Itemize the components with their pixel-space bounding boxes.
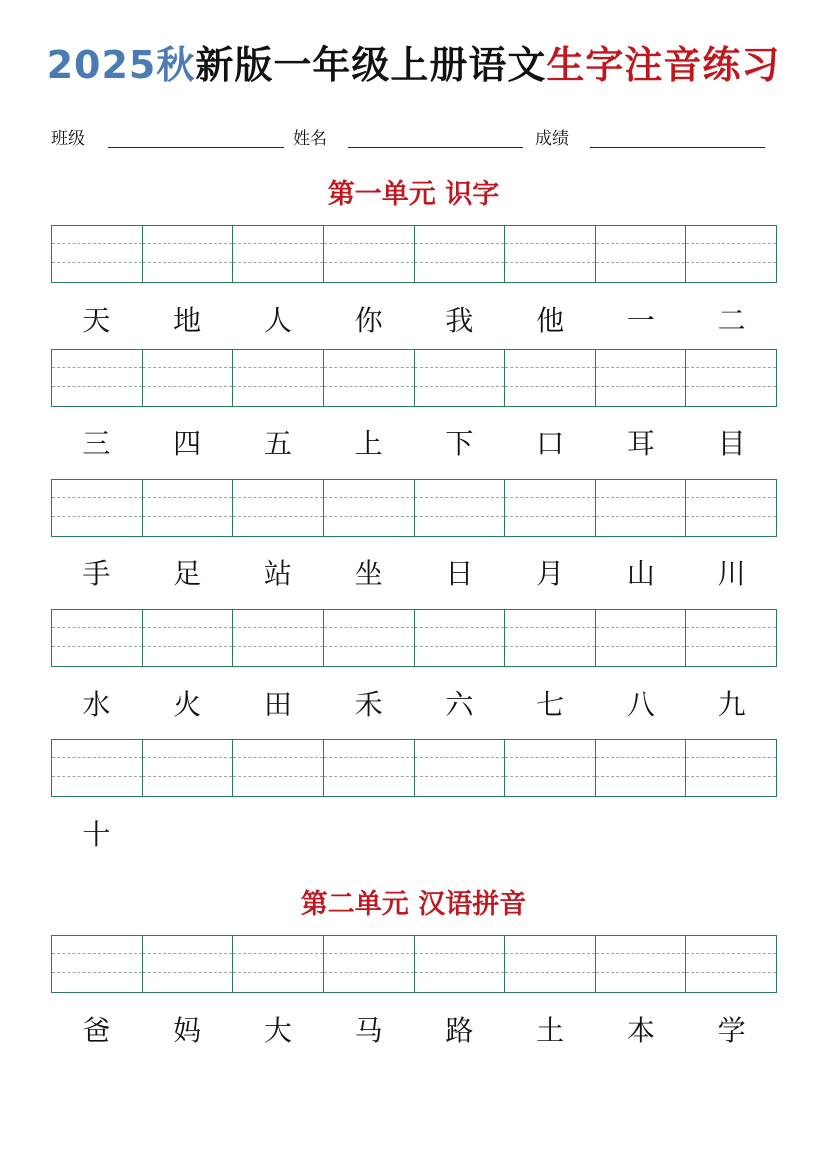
pinyin-grid-row[interactable]	[51, 225, 777, 283]
pinyin-cell[interactable]	[233, 350, 324, 406]
pinyin-cell[interactable]	[596, 350, 687, 406]
character: 水	[82, 688, 111, 721]
pinyin-cell[interactable]	[686, 350, 776, 406]
character: 口	[536, 427, 565, 460]
character: 坐	[354, 557, 383, 590]
pinyin-cell[interactable]	[596, 936, 687, 992]
name-blank[interactable]	[348, 147, 523, 148]
pinyin-cell[interactable]	[52, 740, 143, 796]
pinyin-cell[interactable]	[324, 936, 415, 992]
character: 山	[626, 557, 655, 590]
pinyin-cell[interactable]	[143, 936, 234, 992]
character: 川	[717, 557, 746, 590]
title-middle: 新版一年级上册语文	[195, 43, 547, 87]
class-label: 班级	[51, 129, 85, 149]
character: 路	[445, 1014, 474, 1047]
character: 六	[445, 688, 474, 721]
pinyin-cell[interactable]	[415, 226, 506, 282]
pinyin-grid-row[interactable]	[51, 935, 777, 993]
character: 他	[536, 304, 565, 337]
pinyin-cell[interactable]	[505, 610, 596, 666]
pinyin-cell[interactable]	[415, 740, 506, 796]
pinyin-cell[interactable]	[415, 350, 506, 406]
pinyin-cell[interactable]	[143, 740, 234, 796]
student-info-row	[0, 122, 827, 152]
pinyin-cell[interactable]	[596, 740, 687, 796]
character: 学	[717, 1014, 746, 1047]
pinyin-cell[interactable]	[52, 480, 143, 536]
pinyin-cell[interactable]	[143, 226, 234, 282]
pinyin-cell[interactable]	[233, 936, 324, 992]
character	[596, 813, 687, 857]
pinyin-cell[interactable]	[233, 610, 324, 666]
pinyin-cell[interactable]	[233, 226, 324, 282]
character: 本	[626, 1014, 655, 1047]
character: 足	[173, 557, 202, 590]
character: 我	[445, 304, 474, 337]
pinyin-grid-row[interactable]	[51, 349, 777, 407]
pinyin-cell[interactable]	[505, 740, 596, 796]
character: 三	[82, 427, 111, 460]
character-row	[51, 683, 777, 727]
pinyin-cell[interactable]	[505, 480, 596, 536]
worksheet-title	[0, 34, 827, 89]
pinyin-cell[interactable]	[143, 480, 234, 536]
pinyin-cell[interactable]	[415, 936, 506, 992]
character: 人	[263, 304, 292, 337]
character: 二	[717, 304, 746, 337]
character-row	[51, 422, 777, 466]
pinyin-cell[interactable]	[415, 610, 506, 666]
character: 下	[445, 427, 474, 460]
character: 火	[173, 688, 202, 721]
pinyin-cell[interactable]	[324, 350, 415, 406]
pinyin-cell[interactable]	[324, 480, 415, 536]
character	[142, 813, 233, 857]
character: 耳	[626, 427, 655, 460]
title-highlight: 生字注音练习	[546, 43, 781, 87]
unit-1-title: 第一单元 识字	[327, 179, 500, 210]
character: 上	[354, 427, 383, 460]
character: 地	[173, 304, 202, 337]
character: 目	[717, 427, 746, 460]
character-row	[51, 813, 777, 857]
character	[323, 813, 414, 857]
name-label: 姓名	[293, 129, 327, 149]
pinyin-cell[interactable]	[52, 610, 143, 666]
character: 九	[717, 688, 746, 721]
pinyin-cell[interactable]	[505, 226, 596, 282]
character: 八	[626, 688, 655, 721]
character: 禾	[354, 688, 383, 721]
character: 站	[263, 557, 292, 590]
character: 土	[536, 1014, 565, 1047]
pinyin-cell[interactable]	[52, 350, 143, 406]
character: 你	[354, 304, 383, 337]
character: 爸	[82, 1014, 111, 1047]
character	[686, 813, 777, 857]
pinyin-cell[interactable]	[415, 480, 506, 536]
character: 七	[536, 688, 565, 721]
pinyin-cell[interactable]	[233, 480, 324, 536]
character: 马	[354, 1014, 383, 1047]
pinyin-cell[interactable]	[505, 350, 596, 406]
pinyin-cell[interactable]	[686, 936, 776, 992]
character: 十	[82, 818, 111, 851]
character: 日	[445, 557, 474, 590]
character: 天	[82, 304, 111, 337]
pinyin-cell[interactable]	[324, 610, 415, 666]
pinyin-cell[interactable]	[596, 480, 687, 536]
character: 五	[263, 427, 292, 460]
pinyin-cell[interactable]	[52, 936, 143, 992]
character: 手	[82, 557, 111, 590]
character: 大	[263, 1014, 292, 1047]
pinyin-cell[interactable]	[596, 226, 687, 282]
character	[505, 813, 596, 857]
class-blank[interactable]	[108, 147, 284, 148]
character-row	[51, 299, 777, 343]
pinyin-cell[interactable]	[324, 740, 415, 796]
character: 妈	[173, 1014, 202, 1047]
pinyin-cell[interactable]	[52, 226, 143, 282]
character: 月	[536, 557, 565, 590]
pinyin-cell[interactable]	[233, 740, 324, 796]
character-row	[51, 552, 777, 596]
pinyin-cell[interactable]	[686, 480, 776, 536]
title-year: 2025秋	[46, 43, 196, 87]
pinyin-cell[interactable]	[686, 610, 776, 666]
score-blank[interactable]	[590, 147, 765, 148]
pinyin-cell[interactable]	[596, 610, 687, 666]
unit-2-title: 第二单元 汉语拼音	[300, 889, 527, 920]
pinyin-cell[interactable]	[143, 350, 234, 406]
pinyin-grid-row[interactable]	[51, 609, 777, 667]
character-row	[51, 1009, 777, 1053]
character	[233, 813, 324, 857]
character: 四	[173, 427, 202, 460]
character: 田	[263, 688, 292, 721]
pinyin-grid-row[interactable]	[51, 739, 777, 797]
pinyin-cell[interactable]	[324, 226, 415, 282]
character: 一	[626, 304, 655, 337]
pinyin-cell[interactable]	[505, 936, 596, 992]
score-label: 成绩	[535, 129, 569, 149]
pinyin-cell[interactable]	[686, 226, 776, 282]
pinyin-cell[interactable]	[143, 610, 234, 666]
character	[414, 813, 505, 857]
pinyin-cell[interactable]	[686, 740, 776, 796]
pinyin-grid-row[interactable]	[51, 479, 777, 537]
